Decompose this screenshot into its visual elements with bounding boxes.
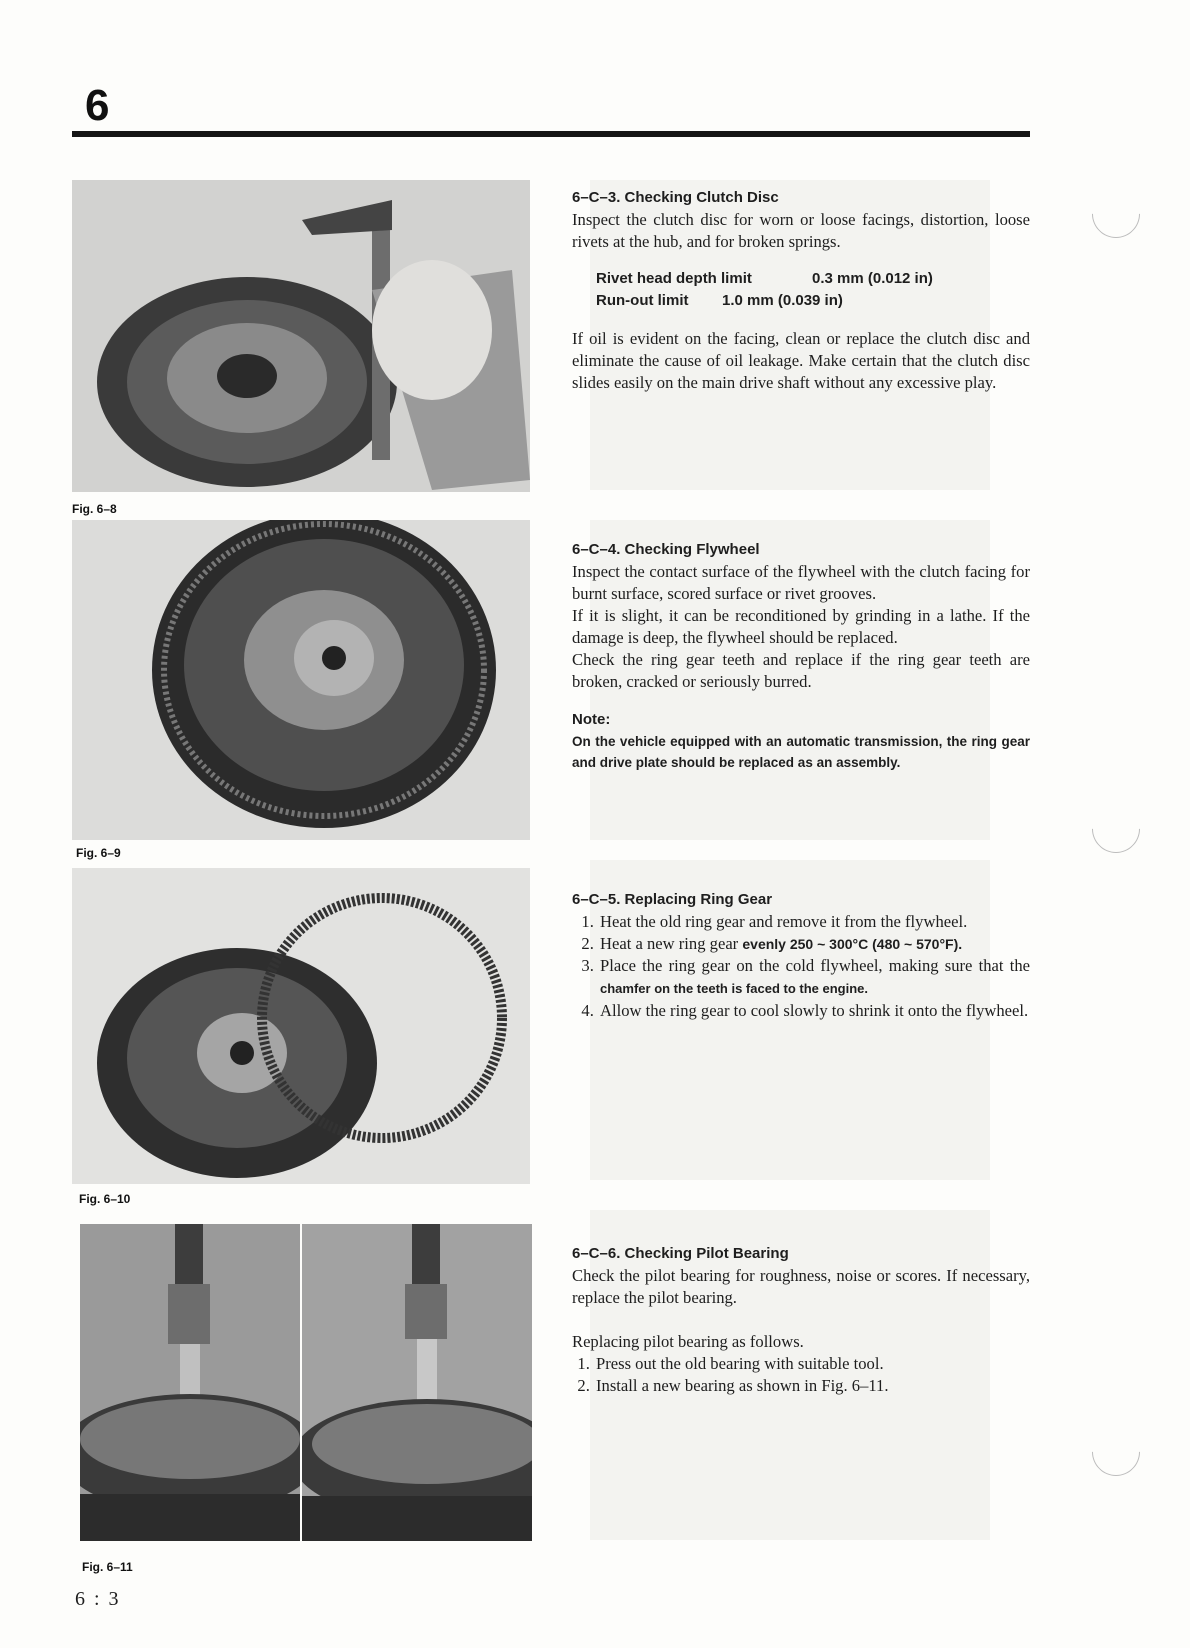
section-title: 6–C–4. Checking Flywheel [572, 541, 760, 558]
paragraph: Inspect the clutch disc for worn or loose facings, distortion, loose rivets at the hub, and for broken springs. [572, 210, 1030, 251]
spec-label: Run-out limit [596, 292, 689, 309]
step-item: 1. Heat the old ring gear and remove it from the flywheel. [598, 911, 1030, 933]
paragraph: Check the pilot bearing for roughness, noise or scores. If necessary, replace the pilot bearing. [572, 1266, 1030, 1307]
paragraph: If it is slight, it can be reconditioned by grinding in a lathe. If the damage is deep, the flywheel should be replaced. [572, 606, 1030, 647]
section-checking-pilot-bearing [572, 1244, 1030, 1397]
paragraph: Replacing pilot bearing as follows. [572, 1332, 804, 1351]
note-text: On the vehicle equipped with an automatic transmission, the ring gear and drive plate should be replaced as an assembly. [572, 734, 1030, 770]
note-label: Note: [572, 711, 611, 728]
spec-label: Rivet head depth limit [596, 270, 752, 287]
section-checking-clutch-disc [572, 188, 1030, 394]
step-item [598, 933, 1030, 955]
figure-photo-flywheel [72, 520, 530, 840]
paragraph: If oil is evident on the facing, clean or replace the clutch disc and eliminate the cause of oil leakage. Make certain that the clutch disc slides easily on the main drive shaft without any excessive play. [572, 329, 1030, 392]
figure-photo-pilot-bearing-left [80, 1224, 300, 1541]
figure-photo-ring-gear [72, 868, 530, 1184]
chapter-number: 6 [85, 81, 110, 130]
figure-photo-pilot-bearing-right [302, 1224, 532, 1541]
step-item: 1. Press out the old bearing with suitable tool. [594, 1353, 1030, 1375]
step-list [572, 911, 1030, 1022]
paragraph: Check the ring gear teeth and replace if the ring gear teeth are broken, cracked or seriously burred. [572, 650, 1030, 691]
step-emphasis: chamfer on the teeth is faced to the engine. [600, 981, 868, 996]
binder-hole-mark [1082, 795, 1150, 863]
step-item: 2. Install a new bearing as shown in Fig. 6–11. [594, 1375, 1030, 1397]
spec-block [596, 268, 1030, 312]
header-rule [72, 131, 1030, 137]
paragraph: Inspect the contact surface of the flywheel with the clutch facing for burnt surface, scored surface or rivet grooves. [572, 562, 1030, 603]
step-text: Place the ring gear on the cold flywheel, making sure that the [600, 956, 1030, 975]
spec-value: 1.0 mm (0.039 in) [722, 292, 843, 309]
step-emphasis: evenly 250 ~ 300°C (480 ~ 570°F). [742, 936, 963, 952]
figure-caption: Fig. 6–9 [76, 846, 121, 860]
section-title: 6–C–3. Checking Clutch Disc [572, 189, 779, 206]
figure-caption: Fig. 6–11 [82, 1560, 133, 1574]
binder-hole-mark [1082, 1418, 1150, 1486]
section-title: 6–C–6. Checking Pilot Bearing [572, 1245, 789, 1262]
section-replacing-ring-gear [572, 890, 1030, 1022]
figure-photo-clutch-disc [72, 180, 530, 492]
spec-value: 0.3 mm (0.012 in) [812, 270, 933, 287]
section-title: 6–C–5. Replacing Ring Gear [572, 891, 773, 908]
step-item [598, 955, 1030, 1000]
figure-caption: Fig. 6–8 [72, 502, 117, 516]
section-checking-flywheel [572, 540, 1030, 773]
step-list [572, 1353, 1030, 1397]
page-number: 6 : 3 [75, 1588, 121, 1610]
figure-caption: Fig. 6–10 [79, 1192, 131, 1206]
step-item: 4. Allow the ring gear to cool slowly to shrink it onto the flywheel. [598, 1000, 1030, 1022]
step-text: Heat a new ring gear [600, 934, 743, 953]
binder-hole-mark [1082, 180, 1150, 248]
